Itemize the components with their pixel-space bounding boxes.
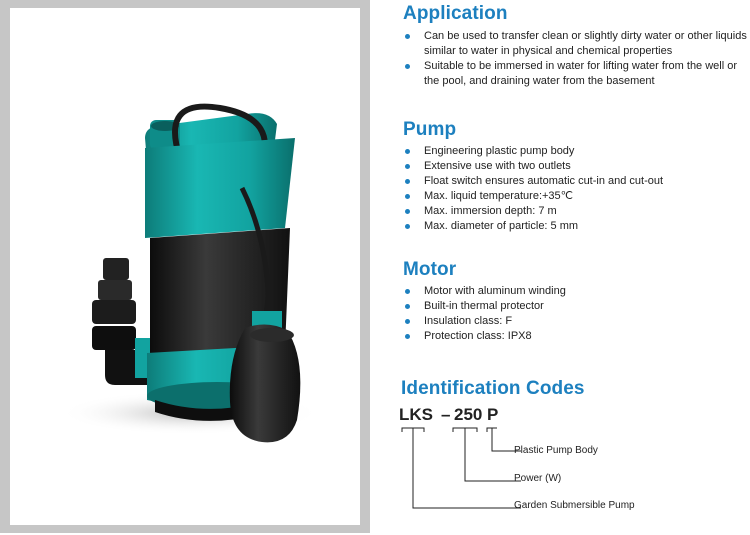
motor-item: Insulation class: F (403, 314, 743, 329)
motor-heading: Motor (403, 259, 457, 280)
image-frame (0, 0, 370, 533)
code-power: 250 (454, 405, 483, 424)
motor-list (403, 284, 743, 344)
pump-item: Max. immersion depth: 7 m (403, 204, 743, 219)
application-heading: Application (403, 3, 508, 24)
application-item: Can be used to transfer clean or slightly dirty water or other liquids similar to water in physical and chemical properties (403, 29, 748, 59)
motor-item: Motor with aluminum winding (403, 284, 743, 299)
pump-item: Engineering plastic pump body (403, 144, 743, 159)
code-dash: – (441, 405, 451, 424)
code-label-series: Garden Submersible Pump (514, 500, 635, 511)
pump-item: Max. liquid temperature:+35℃ (403, 189, 743, 204)
pump-item: Extensive use with two outlets (403, 159, 743, 174)
code-material: P (487, 405, 499, 424)
application-item: Suitable to be immersed in water for lifting water from the well or the pool, and draining water from the basement (403, 59, 748, 89)
code-connector-lines (395, 420, 525, 520)
pump-list (403, 144, 743, 234)
identification-heading: Identification Codes (401, 378, 585, 399)
code-series: LKS (399, 405, 433, 424)
code-label-material: Plastic Pump Body (514, 445, 598, 456)
pump-heading: Pump (403, 119, 457, 140)
application-list (403, 29, 748, 89)
code-label-power: Power (W) (514, 473, 562, 484)
motor-item: Built-in thermal protector (403, 299, 743, 314)
motor-item: Protection class: IPX8 (403, 329, 743, 344)
product-photo (10, 8, 360, 525)
pump-item: Max. diameter of particle: 5 mm (403, 219, 743, 234)
submersible-pump-image (10, 8, 360, 525)
pump-item: Float switch ensures automatic cut-in and cut-out (403, 174, 743, 189)
